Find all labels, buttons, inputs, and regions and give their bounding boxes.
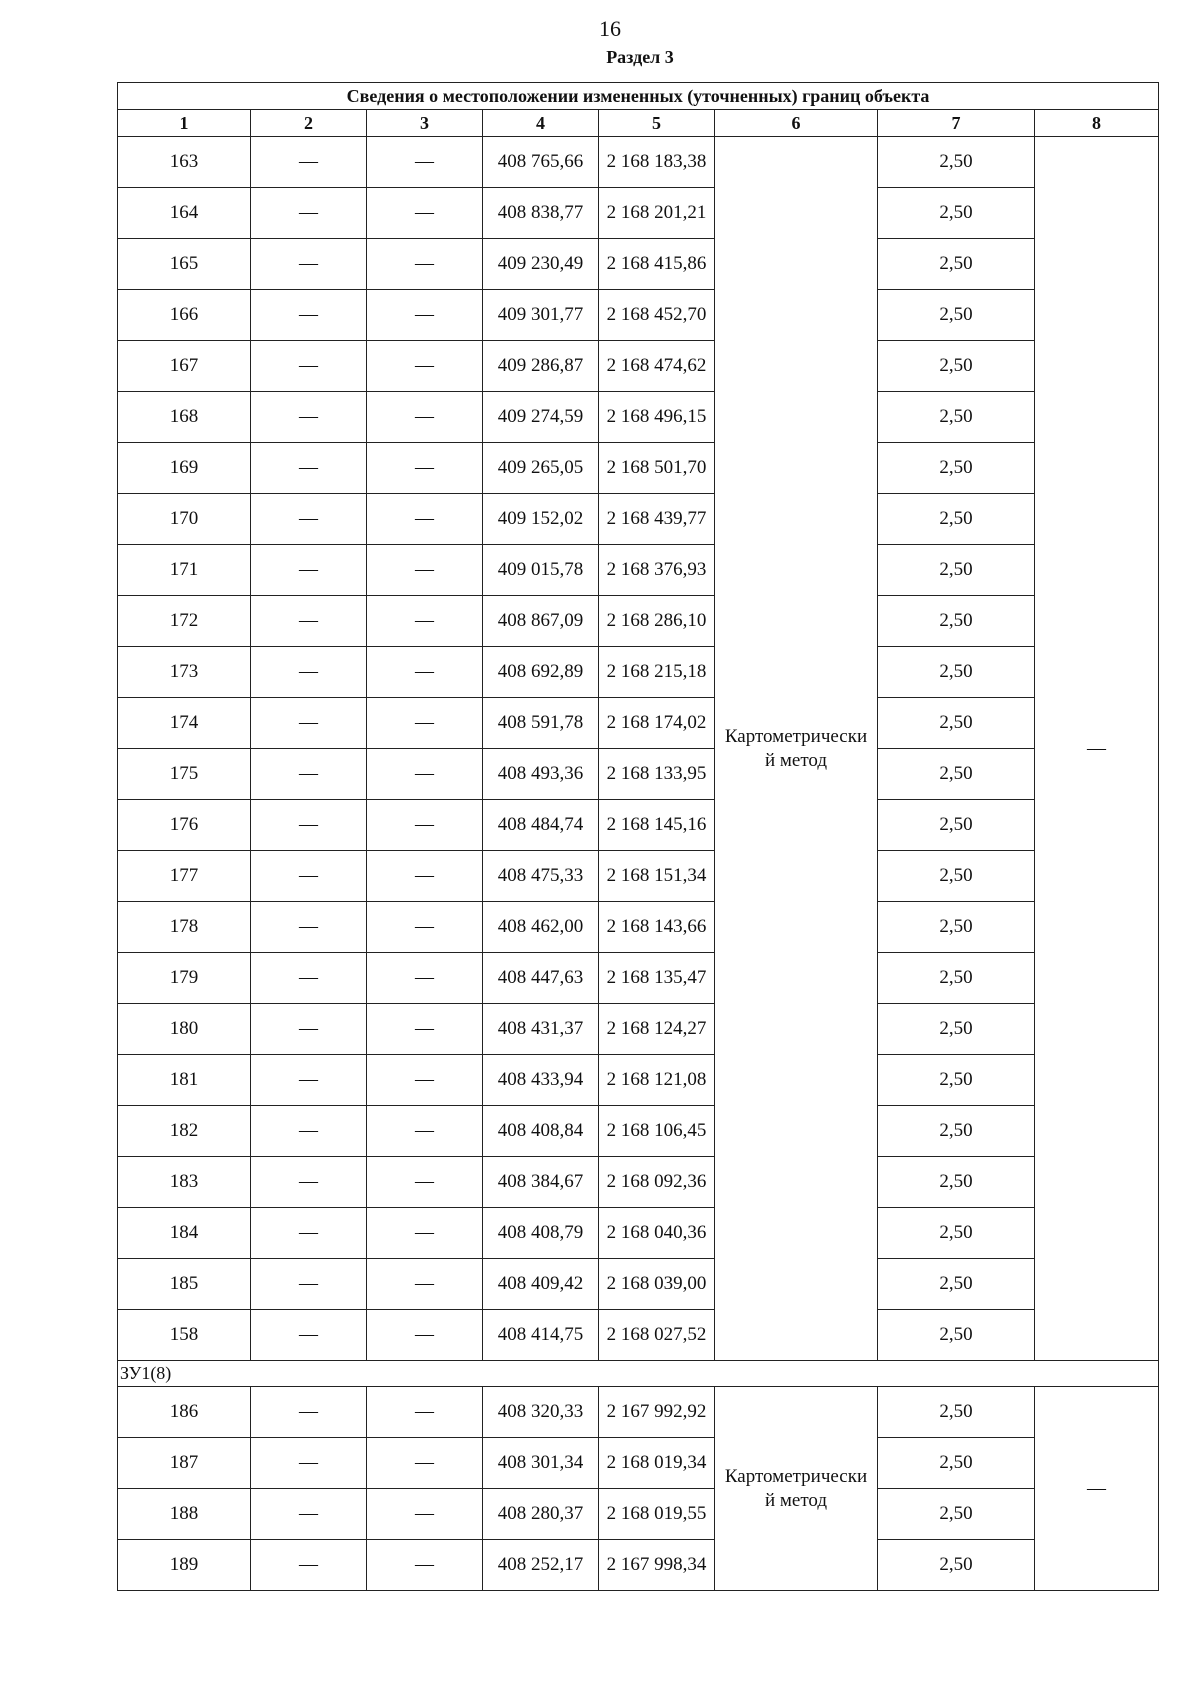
point-number: 181 bbox=[118, 1055, 251, 1106]
coordinate-x: 408 867,09 bbox=[483, 596, 599, 647]
column-number-5: 5 bbox=[599, 110, 715, 137]
coordinate-x: 408 462,00 bbox=[483, 902, 599, 953]
coordinate-x: 408 280,37 bbox=[483, 1489, 599, 1540]
col3-dash: — bbox=[367, 953, 483, 1004]
accuracy: 2,50 bbox=[878, 341, 1035, 392]
point-number: 169 bbox=[118, 443, 251, 494]
coordinate-y: 2 168 215,18 bbox=[599, 647, 715, 698]
accuracy: 2,50 bbox=[878, 698, 1035, 749]
coordinate-x: 408 838,77 bbox=[483, 188, 599, 239]
col3-dash: — bbox=[367, 188, 483, 239]
point-number: 172 bbox=[118, 596, 251, 647]
accuracy: 2,50 bbox=[878, 443, 1035, 494]
col3-dash: — bbox=[367, 1004, 483, 1055]
accuracy: 2,50 bbox=[878, 596, 1035, 647]
page-number: 16 bbox=[599, 16, 621, 41]
col2-dash: — bbox=[251, 800, 367, 851]
coordinate-x: 408 408,84 bbox=[483, 1106, 599, 1157]
table-caption: Сведения о местоположении измененных (уточненных) границ объекта bbox=[118, 83, 1159, 110]
col3-dash: — bbox=[367, 1055, 483, 1106]
col2-dash: — bbox=[251, 749, 367, 800]
coordinate-y: 2 168 143,66 bbox=[599, 902, 715, 953]
point-number: 175 bbox=[118, 749, 251, 800]
column-number-6: 6 bbox=[715, 110, 878, 137]
accuracy: 2,50 bbox=[878, 1004, 1035, 1055]
col2-dash: — bbox=[251, 188, 367, 239]
col2-dash: — bbox=[251, 1004, 367, 1055]
group2-col8: — bbox=[1035, 1387, 1159, 1591]
col2-dash: — bbox=[251, 239, 367, 290]
coordinate-y: 2 168 121,08 bbox=[599, 1055, 715, 1106]
accuracy: 2,50 bbox=[878, 1055, 1035, 1106]
point-number: 185 bbox=[118, 1259, 251, 1310]
coordinate-x: 408 252,17 bbox=[483, 1540, 599, 1591]
accuracy: 2,50 bbox=[878, 494, 1035, 545]
accuracy: 2,50 bbox=[878, 1540, 1035, 1591]
table-row bbox=[118, 290, 1159, 341]
col2-dash: — bbox=[251, 494, 367, 545]
accuracy: 2,50 bbox=[878, 1259, 1035, 1310]
table-row bbox=[118, 1540, 1159, 1591]
col2-dash: — bbox=[251, 851, 367, 902]
coordinate-y: 2 168 439,77 bbox=[599, 494, 715, 545]
point-number: 186 bbox=[118, 1387, 251, 1438]
table-row bbox=[118, 1106, 1159, 1157]
point-number: 187 bbox=[118, 1438, 251, 1489]
coordinate-x: 408 301,34 bbox=[483, 1438, 599, 1489]
table-row bbox=[118, 1489, 1159, 1540]
col3-dash: — bbox=[367, 1489, 483, 1540]
coordinate-y: 2 168 145,16 bbox=[599, 800, 715, 851]
coordinate-x: 408 765,66 bbox=[483, 137, 599, 188]
column-number-7: 7 bbox=[878, 110, 1035, 137]
table-row bbox=[118, 800, 1159, 851]
coordinate-x: 408 431,37 bbox=[483, 1004, 599, 1055]
col3-dash: — bbox=[367, 902, 483, 953]
coordinate-x: 408 384,67 bbox=[483, 1157, 599, 1208]
col2-dash: — bbox=[251, 902, 367, 953]
col2-dash: — bbox=[251, 953, 367, 1004]
point-number: 168 bbox=[118, 392, 251, 443]
accuracy: 2,50 bbox=[878, 851, 1035, 902]
col3-dash: — bbox=[367, 1208, 483, 1259]
coordinate-x: 409 230,49 bbox=[483, 239, 599, 290]
coordinate-y: 2 168 501,70 bbox=[599, 443, 715, 494]
coordinate-x: 409 152,02 bbox=[483, 494, 599, 545]
col2-dash: — bbox=[251, 1438, 367, 1489]
point-number: 171 bbox=[118, 545, 251, 596]
table-row bbox=[118, 1387, 1159, 1438]
accuracy: 2,50 bbox=[878, 392, 1035, 443]
table-row bbox=[118, 902, 1159, 953]
column-number-3: 3 bbox=[367, 110, 483, 137]
col2-dash: — bbox=[251, 1157, 367, 1208]
coordinate-y: 2 167 992,92 bbox=[599, 1387, 715, 1438]
point-number: 173 bbox=[118, 647, 251, 698]
col2-dash: — bbox=[251, 443, 367, 494]
col2-dash: — bbox=[251, 392, 367, 443]
col2-dash: — bbox=[251, 1106, 367, 1157]
point-number: 176 bbox=[118, 800, 251, 851]
table-row bbox=[118, 698, 1159, 749]
method-line: й метод bbox=[764, 749, 828, 771]
column-number-row bbox=[118, 110, 1159, 137]
coordinate-x: 408 493,36 bbox=[483, 749, 599, 800]
table-row bbox=[118, 953, 1159, 1004]
accuracy: 2,50 bbox=[878, 239, 1035, 290]
table-row bbox=[118, 1157, 1159, 1208]
point-number: 166 bbox=[118, 290, 251, 341]
point-number: 164 bbox=[118, 188, 251, 239]
col3-dash: — bbox=[367, 749, 483, 800]
accuracy: 2,50 bbox=[878, 902, 1035, 953]
column-number-4: 4 bbox=[483, 110, 599, 137]
point-number: 177 bbox=[118, 851, 251, 902]
group-label: ЗУ1(8) bbox=[118, 1361, 1159, 1387]
coordinate-y: 2 168 092,36 bbox=[599, 1157, 715, 1208]
coordinate-y: 2 168 474,62 bbox=[599, 341, 715, 392]
coordinate-y: 2 168 452,70 bbox=[599, 290, 715, 341]
col3-dash: — bbox=[367, 290, 483, 341]
point-number: 180 bbox=[118, 1004, 251, 1055]
col2-dash: — bbox=[251, 1540, 367, 1591]
table-row bbox=[118, 647, 1159, 698]
col2-dash: — bbox=[251, 1055, 367, 1106]
coordinate-y: 2 168 133,95 bbox=[599, 749, 715, 800]
accuracy: 2,50 bbox=[878, 545, 1035, 596]
point-number: 174 bbox=[118, 698, 251, 749]
col3-dash: — bbox=[367, 698, 483, 749]
point-number: 189 bbox=[118, 1540, 251, 1591]
table-row bbox=[118, 137, 1159, 188]
coordinate-y: 2 168 135,47 bbox=[599, 953, 715, 1004]
column-number-1: 1 bbox=[118, 110, 251, 137]
table-row bbox=[118, 1004, 1159, 1055]
coordinate-x: 409 274,59 bbox=[483, 392, 599, 443]
coordinate-y: 2 168 019,34 bbox=[599, 1438, 715, 1489]
table-row bbox=[118, 1208, 1159, 1259]
col3-dash: — bbox=[367, 392, 483, 443]
table-row bbox=[118, 443, 1159, 494]
accuracy: 2,50 bbox=[878, 137, 1035, 188]
coordinate-y: 2 168 174,02 bbox=[599, 698, 715, 749]
col3-dash: — bbox=[367, 1540, 483, 1591]
col3-dash: — bbox=[367, 1157, 483, 1208]
table-row bbox=[118, 239, 1159, 290]
method-line: Картометрически bbox=[724, 725, 868, 747]
col2-dash: — bbox=[251, 1259, 367, 1310]
column-number-2: 2 bbox=[251, 110, 367, 137]
accuracy: 2,50 bbox=[878, 1106, 1035, 1157]
col2-dash: — bbox=[251, 596, 367, 647]
method-line: й метод bbox=[764, 1489, 828, 1511]
section-title: Раздел 3 bbox=[606, 47, 674, 67]
column-number-8: 8 bbox=[1035, 110, 1159, 137]
point-number: 167 bbox=[118, 341, 251, 392]
coordinate-x: 409 286,87 bbox=[483, 341, 599, 392]
coordinate-y: 2 168 040,36 bbox=[599, 1208, 715, 1259]
col3-dash: — bbox=[367, 494, 483, 545]
col3-dash: — bbox=[367, 647, 483, 698]
col3-dash: — bbox=[367, 1259, 483, 1310]
coordinate-x: 409 015,78 bbox=[483, 545, 599, 596]
point-number: 184 bbox=[118, 1208, 251, 1259]
point-number: 158 bbox=[118, 1310, 251, 1361]
coordinate-x: 408 409,42 bbox=[483, 1259, 599, 1310]
accuracy: 2,50 bbox=[878, 1438, 1035, 1489]
accuracy: 2,50 bbox=[878, 749, 1035, 800]
accuracy: 2,50 bbox=[878, 1310, 1035, 1361]
coordinate-y: 2 168 027,52 bbox=[599, 1310, 715, 1361]
group1-method bbox=[715, 137, 878, 1361]
coordinate-x: 408 692,89 bbox=[483, 647, 599, 698]
point-number: 163 bbox=[118, 137, 251, 188]
coordinate-y: 2 168 183,38 bbox=[599, 137, 715, 188]
col2-dash: — bbox=[251, 341, 367, 392]
coordinate-y: 2 168 496,15 bbox=[599, 392, 715, 443]
col3-dash: — bbox=[367, 137, 483, 188]
accuracy: 2,50 bbox=[878, 953, 1035, 1004]
col2-dash: — bbox=[251, 1208, 367, 1259]
coordinate-x: 408 408,79 bbox=[483, 1208, 599, 1259]
coordinate-y: 2 168 376,93 bbox=[599, 545, 715, 596]
coordinate-y: 2 168 039,00 bbox=[599, 1259, 715, 1310]
point-number: 179 bbox=[118, 953, 251, 1004]
col2-dash: — bbox=[251, 1387, 367, 1438]
coordinate-x: 408 475,33 bbox=[483, 851, 599, 902]
table-row bbox=[118, 1259, 1159, 1310]
coordinate-x: 408 414,75 bbox=[483, 1310, 599, 1361]
accuracy: 2,50 bbox=[878, 188, 1035, 239]
col3-dash: — bbox=[367, 800, 483, 851]
col3-dash: — bbox=[367, 851, 483, 902]
col3-dash: — bbox=[367, 341, 483, 392]
table-row bbox=[118, 341, 1159, 392]
coordinate-y: 2 167 998,34 bbox=[599, 1540, 715, 1591]
point-number: 183 bbox=[118, 1157, 251, 1208]
col2-dash: — bbox=[251, 545, 367, 596]
col3-dash: — bbox=[367, 1387, 483, 1438]
method-line: Картометрически bbox=[724, 1465, 868, 1487]
col3-dash: — bbox=[367, 1310, 483, 1361]
point-number: 178 bbox=[118, 902, 251, 953]
table-row bbox=[118, 494, 1159, 545]
col3-dash: — bbox=[367, 239, 483, 290]
boundary-coordinates-table bbox=[117, 82, 1159, 1591]
accuracy: 2,50 bbox=[878, 800, 1035, 851]
group2-method bbox=[715, 1387, 878, 1591]
point-number: 165 bbox=[118, 239, 251, 290]
coordinate-x: 408 433,94 bbox=[483, 1055, 599, 1106]
table-row bbox=[118, 1438, 1159, 1489]
coordinate-y: 2 168 201,21 bbox=[599, 188, 715, 239]
accuracy: 2,50 bbox=[878, 1157, 1035, 1208]
col3-dash: — bbox=[367, 1106, 483, 1157]
col3-dash: — bbox=[367, 1438, 483, 1489]
point-number: 188 bbox=[118, 1489, 251, 1540]
table-row bbox=[118, 1310, 1159, 1361]
table-row bbox=[118, 596, 1159, 647]
accuracy: 2,50 bbox=[878, 290, 1035, 341]
accuracy: 2,50 bbox=[878, 1208, 1035, 1259]
table-row bbox=[118, 188, 1159, 239]
col3-dash: — bbox=[367, 545, 483, 596]
col2-dash: — bbox=[251, 137, 367, 188]
table-row bbox=[118, 749, 1159, 800]
col2-dash: — bbox=[251, 1310, 367, 1361]
table-row bbox=[118, 1055, 1159, 1106]
accuracy: 2,50 bbox=[878, 1489, 1035, 1540]
point-number: 170 bbox=[118, 494, 251, 545]
coordinate-y: 2 168 151,34 bbox=[599, 851, 715, 902]
coordinate-y: 2 168 286,10 bbox=[599, 596, 715, 647]
col2-dash: — bbox=[251, 647, 367, 698]
point-number: 182 bbox=[118, 1106, 251, 1157]
coordinate-y: 2 168 019,55 bbox=[599, 1489, 715, 1540]
col3-dash: — bbox=[367, 443, 483, 494]
coordinate-x: 409 265,05 bbox=[483, 443, 599, 494]
accuracy: 2,50 bbox=[878, 1387, 1035, 1438]
group1-col8: — bbox=[1035, 137, 1159, 1361]
col2-dash: — bbox=[251, 1489, 367, 1540]
table-row bbox=[118, 392, 1159, 443]
coordinate-x: 408 591,78 bbox=[483, 698, 599, 749]
coordinate-y: 2 168 124,27 bbox=[599, 1004, 715, 1055]
col2-dash: — bbox=[251, 698, 367, 749]
table-row bbox=[118, 851, 1159, 902]
col2-dash: — bbox=[251, 290, 367, 341]
coordinate-x: 408 484,74 bbox=[483, 800, 599, 851]
coordinate-x: 409 301,77 bbox=[483, 290, 599, 341]
group-label-row bbox=[118, 1361, 1159, 1387]
coordinate-x: 408 447,63 bbox=[483, 953, 599, 1004]
coordinate-y: 2 168 415,86 bbox=[599, 239, 715, 290]
col3-dash: — bbox=[367, 596, 483, 647]
coordinate-x: 408 320,33 bbox=[483, 1387, 599, 1438]
accuracy: 2,50 bbox=[878, 647, 1035, 698]
table-row bbox=[118, 545, 1159, 596]
coordinate-y: 2 168 106,45 bbox=[599, 1106, 715, 1157]
